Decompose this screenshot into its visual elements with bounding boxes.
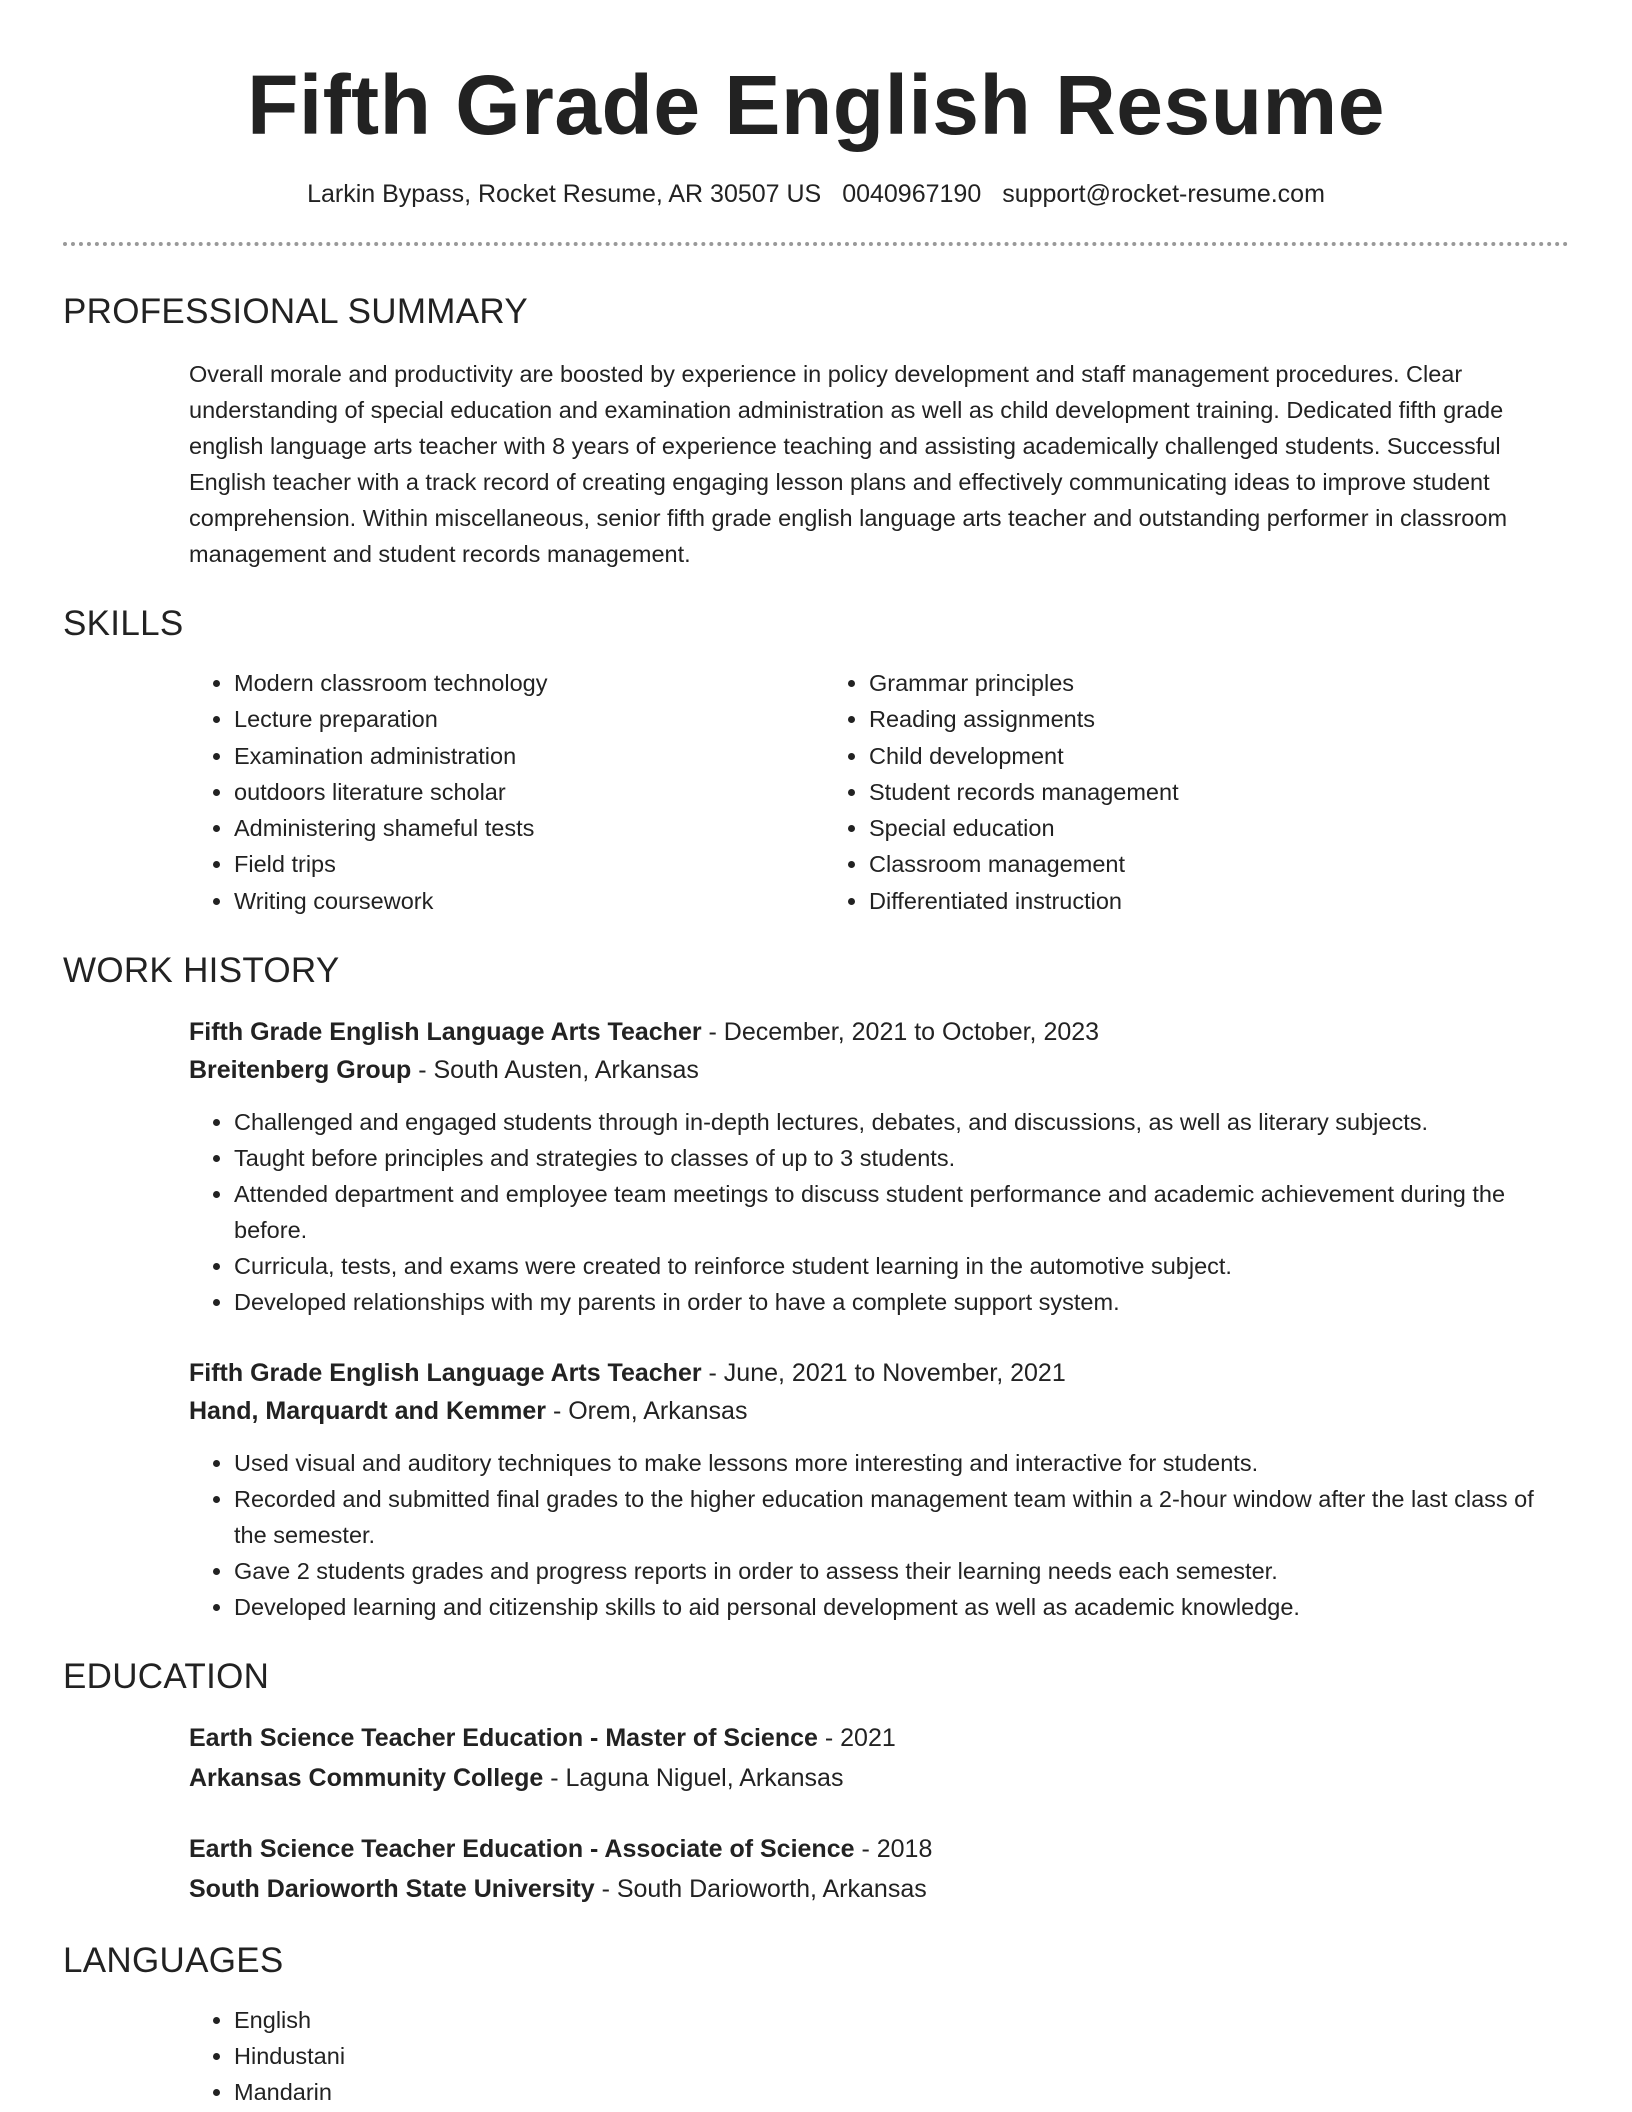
job-bullets [189,1445,1569,1625]
summary-section [63,290,1569,572]
job-company: Hand, Marquardt and Kemmer [189,1397,547,1426]
job-bullet: • Gave 2 students grades and progress reports in order to assess their learning needs each semester. [234,1553,1569,1589]
job-entry [189,1354,1569,1625]
languages-section [63,1939,1569,2110]
education-section [63,1655,1569,1909]
header-divider [63,242,1569,246]
job-company: Breitenberg Group [189,1056,412,1085]
contact-line [63,177,1569,211]
summary-text: Overall morale and productivity are boosted by experience in policy development and staff management procedures. Clear understanding of special education and examination administration as well as child development training. Dedicated fifth grade english language arts teacher with 8 years of experience teaching and assisting academically challenged students. Successful English teacher with a track record of creating engaging lesson plans and effectively communicating ideas to improve student comprehension. Within miscellaneous, senior fifth grade english language arts teacher and outstanding performer in classroom management and student records management. [189,361,1508,567]
education-entry [189,1718,1569,1798]
work-history-section [63,949,1569,1625]
work-history-heading: WORK HISTORY [63,951,340,991]
skill-item: • Classroom management [869,846,1569,882]
skill-item: • Writing coursework [234,883,824,919]
education-school-line [189,1869,1569,1909]
skill-item: • Reading assignments [869,701,1569,737]
job-dates: - June, 2021 to November, 2021 [701,1359,1066,1388]
job-entry [189,1013,1569,1320]
education-school: South Darioworth State University [189,1875,595,1904]
language-item: • English [234,2002,1569,2038]
education-degree: Earth Science Teacher Education - Master of Science [189,1724,818,1753]
education-year: - 2021 [817,1724,896,1753]
job-bullet: • Used visual and auditory techniques to make lessons more interesting and interactive for students. [234,1445,1569,1481]
skills-section [63,602,1569,919]
language-item: • Hindustani [234,2038,1569,2074]
skill-item: • Modern classroom technology [234,665,824,701]
skill-item: • Lecture preparation [234,701,824,737]
job-title-line [189,1013,1569,1051]
skills-list-left [189,665,824,919]
skill-item: • Grammar principles [869,665,1569,701]
skill-item: • Examination administration [234,738,824,774]
education-school-line [189,1758,1569,1798]
job-title: Fifth Grade English Language Arts Teacher [189,1018,702,1047]
job-company-line [189,1392,1569,1430]
job-bullet: • Recorded and submitted final grades to the higher education management team within a 2-hour window after the last class of the semester. [234,1481,1569,1553]
education-degree-line [189,1718,1569,1758]
languages-list [189,2002,1569,2110]
job-location: - South Austen, Arkansas [411,1056,699,1085]
job-bullets [189,1104,1569,1320]
languages-heading: LANGUAGES [63,1941,284,1981]
skill-item: • Special education [869,810,1569,846]
job-bullet: • Challenged and engaged students through in-depth lectures, debates, and discussions, as well as literary subjects. [234,1104,1569,1140]
resume-title: Fifth Grade English Resume [247,58,1385,152]
job-title-line [189,1354,1569,1392]
skills-grid [189,665,1569,919]
education-heading: EDUCATION [63,1657,270,1697]
skill-item: • Administering shameful tests [234,810,824,846]
skill-item: • outdoors literature scholar [234,774,824,810]
education-school: Arkansas Community College [189,1764,544,1793]
skills-heading: SKILLS [63,604,184,643]
contact-email: support@rocket-resume.com [1002,180,1325,208]
language-item: • Mandarin [234,2074,1569,2110]
contact-phone: 0040967190 [842,180,982,208]
education-degree: Earth Science Teacher Education - Associate of Science [189,1835,855,1864]
job-location: - Orem, Arkansas [546,1397,748,1426]
contact-address: Larkin Bypass, Rocket Resume, AR 30507 US [307,180,822,208]
skills-list-right [824,665,1569,919]
skill-item: • Child development [869,738,1569,774]
skill-item: • Student records management [869,774,1569,810]
job-company-line [189,1051,1569,1089]
education-degree-line [189,1829,1569,1869]
job-bullet: • Developed learning and citizenship skills to aid personal development as well as academic knowledge. [234,1589,1569,1625]
education-year: - 2018 [854,1835,933,1864]
summary-heading: PROFESSIONAL SUMMARY [63,292,528,331]
education-location: - South Darioworth, Arkansas [594,1875,927,1904]
job-title: Fifth Grade English Language Arts Teacher [189,1359,702,1388]
job-dates: - December, 2021 to October, 2023 [701,1018,1100,1047]
job-bullet: • Attended department and employee team meetings to discuss student performance and academic achievement during the before. [234,1176,1569,1248]
job-bullet: • Taught before principles and strategies to classes of up to 3 students. [234,1140,1569,1176]
skill-item: • Differentiated instruction [869,883,1569,919]
job-bullet: • Developed relationships with my parents in order to have a complete support system. [234,1284,1569,1320]
education-location: - Laguna Niguel, Arkansas [543,1764,844,1793]
skill-item: • Field trips [234,846,824,882]
job-bullet: • Curricula, tests, and exams were created to reinforce student learning in the automotive subject. [234,1248,1569,1284]
education-entry [189,1829,1569,1909]
